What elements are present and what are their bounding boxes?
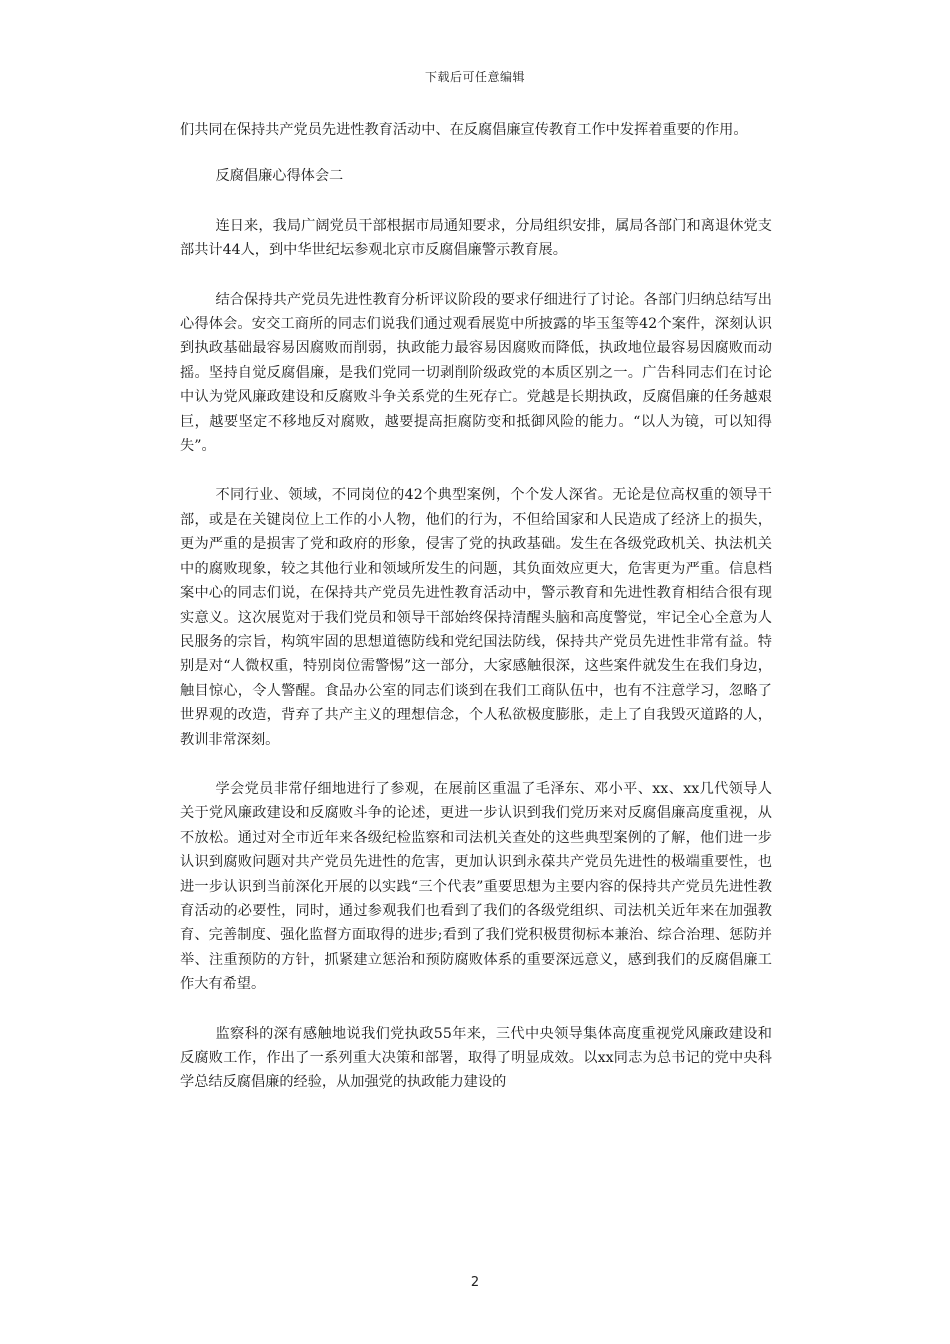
paragraph: 结合保持共产党员先进性教育分析评议阶段的要求仔细进行了讨论。各部门归纳总结写出心得体会。安交工商所的同志们说我们通过观看展览中所披露的毕玉玺等42个案件，深刻认识到执政基础最容易因腐败而削弱，执政能力最容易因腐败而降低，执政地位最容易因腐败而动摇。坚持自觉反腐倡廉，是我们党同一切剥削阶级政党的本质区别之一。广告科同志们在讨论中认为党风廉政建设和反腐败斗争关系党的生死存亡。党越是长期执政，反腐倡廉的任务越艰巨，越要坚定不移地反对腐败，越要提高拒腐防变和抵御风险的能力。“以人为镜，可以知得失”。 (180, 291, 772, 455)
page-header: 下载后可任意编辑 (424, 70, 525, 84)
paragraph: 监察科的深有感触地说我们党执政55年来，三代中央领导集体高度重视党风廉政建设和反腐败工作，作出了一系列重大决策和部署，取得了明显成效。以xx同志为总书记的党中央科学总结反腐倡廉的经验，从加强党的执政能力建设的 (180, 1025, 772, 1091)
paragraph-continuation: 们共同在保持共产党员先进性教育活动中、在反腐倡廉宣传教育工作中发挥着重要的作用。 (180, 122, 748, 138)
paragraph: 不同行业、领域，不同岗位的42个典型案例，个个发人深省。无论是位高权重的领导干部，或是在关键岗位上工作的小人物，他们的行为，不但给国家和人民造成了经济上的损失，更为严重的是损害了党和政府的形象，侵害了党的执政基础。发生在各级党政机关、执法机关中的腐败现象，较之其他行业和领域所发生的问题，其负面效应更大，危害更为严重。信息档案中心的同志们说，在保持共产党员先进性教育活动中，警示教育和先进性教育相结合很有现实意义。这次展览对于我们党员和领导干部始终保持清醒头脑和高度警觉，牢记全心全意为人民服务的宗旨，构筑牢固的思想道德防线和党纪国法防线，保持共产党员先进性非常有益。特别是对“人微权重，特别岗位需警惕”这一部分，大家感触很深，这些案件就发生在我们身边，触目惊心，令人警醒。食品办公室的同志们谈到在我们工商队伍中，也有不注意学习，忽略了世界观的改造，背弃了共产主义的理想信念，个人私欲极度膨胀，走上了自我毁灭道路的人，教训非常深刻。 (180, 487, 772, 748)
page-number: 2 (470, 1275, 480, 1290)
paragraph: 连日来，我局广阔党员干部根据市局通知要求，分局组织安排，属局各部门和离退休党支部共计44人，到中华世纪坛参观北京市反腐倡廉警示教育展。 (180, 217, 772, 259)
paragraph: 学会党员非常仔细地进行了参观，在展前区重温了毛泽东、邓小平、xx、xx几代领导人关于党风廉政建设和反腐败斗争的论述，更进一步认识到我们党历来对反腐倡廉高度重视，从不放松。通过对全市近年来各级纪检监察和司法机关查处的这些典型案例的了解，他们进一步认识到腐败问题对共产党员先进性的危害，更加认识到永葆共产党员先进性的极端重要性，也进一步认识到当前深化开展的以实践“三个代表”重要思想为主要内容的保持共产党员先进性教育活动的必要性，同时，通过参观我们也看到了我们的各级党组织、司法机关近年来在加强教育、完善制度、强化监督方面取得的进步;看到了我们党积极贯彻标本兼治、综合治理、惩防并举、注重预防的方针，抓紧建立惩治和预防腐败体系的重要深远意义，感到我们的反腐倡廉工作大有希望。 (180, 780, 772, 993)
section-heading: 反腐倡廉心得体会二 (215, 168, 344, 185)
document-body (180, 118, 772, 1120)
